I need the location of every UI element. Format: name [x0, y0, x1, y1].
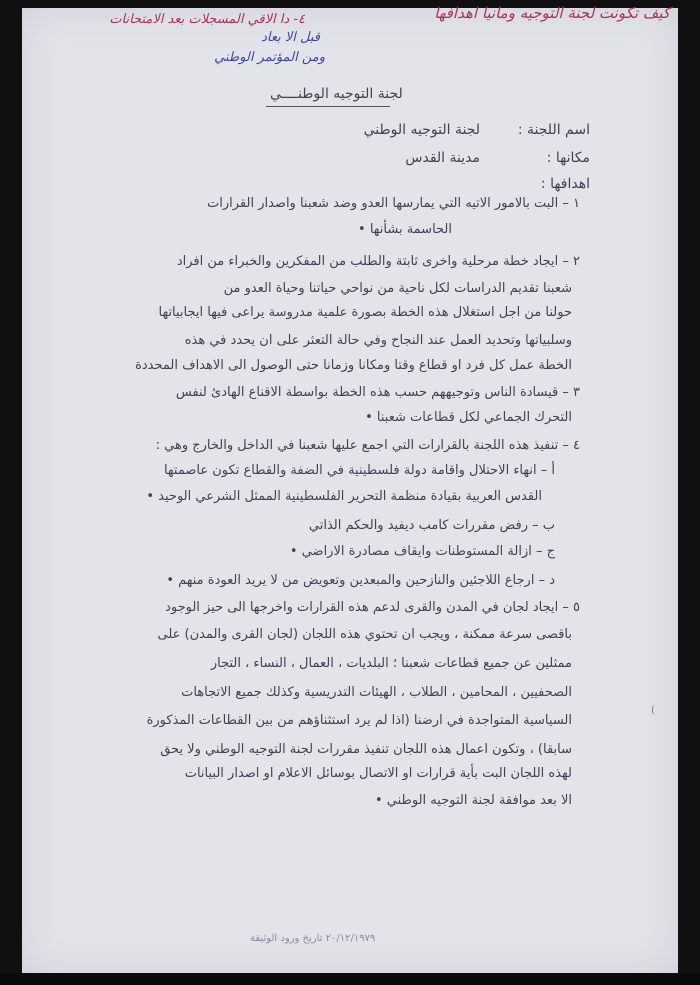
body-line-8: ٣ – قيسادة الناس وتوجيههم حسب هذه الخطة بواسطة الاقناع الهادئ لنفس: [175, 385, 580, 400]
body-line-19: الصحفيين ، المحامين ، الطلاب ، الهيئات التدريسية وكذلك جميع الاتجاهات: [181, 685, 572, 700]
title-underline: [266, 106, 390, 107]
body-line-5: حولنا من اجل استغلال هذه الخطة بصورة علمية مدروسة يراعى فيها ايجابياتها: [158, 305, 572, 320]
field-goals-label: اهدافها :: [540, 176, 590, 192]
body-line-18: ممثلين عن جميع قطاعات شعبنا ؛ البلديات ، العمال ، النساء ، التجار: [210, 656, 572, 671]
handwritten-note-3: ومن المؤتمر الوطني: [214, 50, 325, 65]
footer-stamp: ٢٠/١٢/١٩٧٩ تاريخ ورود الوثيقة: [250, 933, 376, 944]
body-line-12: القدس العربية بقيادة منظمة التحرير الفلسطينية الممثل الشرعي الوحيد •: [146, 489, 542, 504]
body-line-11: أ – انهاء الاحتلال واقامة دولة فلسطينية في الضفة والقطاع تكون عاصمتها: [163, 463, 555, 478]
field-place-value: مدينة القدس: [405, 150, 480, 166]
body-line-9: التحرك الجماعي لكل قطاعات شعبنا •: [365, 410, 572, 425]
handwritten-note-1: ٤- دا الاقي المسجلات بعد الامتحانات: [109, 12, 305, 27]
body-line-14: ج – ازالة المستوطنات وايقاف مصادرة الاراضي •: [289, 544, 555, 559]
body-line-20: السياسية المتواجدة في ارضنا (اذا لم يرد استثناؤهم من بين القطاعات المذكورة: [146, 713, 572, 728]
body-line-7: الخطة عمل كل فرد او قطاع وقتا ومكانا وزمانا حتى الوصول الى الاهداف المحددة: [135, 358, 572, 373]
document-title: لجنة التوجيه الوطنــــي: [270, 86, 403, 102]
field-name-value: لجنة التوجيه الوطني: [363, 122, 480, 138]
body-line-3: ٢ – ايجاد خطة مرحلية واخرى ثابتة والطلب من المفكرين والخبراء من افراد: [176, 254, 580, 269]
body-line-22: لهذه اللجان البت بأية قرارات او الاتصال بوسائل الاعلام او اصدار البيانات: [184, 766, 572, 781]
body-line-13: ب – رفض مقررات كامب ديفيد والحكم الذاتي: [308, 518, 555, 533]
body-line-10: ٤ – تنفيذ هذه اللجنة بالقرارات التي اجمع عليها شعبنا في الداخل والخارج وهي :: [155, 438, 580, 453]
body-line-21: سابقا) ، وتكون اعمال هذه اللجان تنفيذ مقررات لجنة التوجيه الوطني ولا يحق: [160, 742, 572, 757]
scan-border: [0, 973, 700, 985]
field-place-label: مكانها :: [546, 150, 590, 166]
body-line-23: الا بعد موافقة لجنة التوجيه الوطني •: [374, 793, 572, 808]
body-line-15: د – ارجاع اللاجئين والنازحين والمبعدين وتعويض من لا يريد العودة منهم •: [166, 573, 555, 588]
body-line-4: شعبنا تقديم الدراسات لكل ناحية من نواحي حياتنا وحياة العدو من: [223, 281, 572, 296]
field-name-label: اسم اللجنة :: [517, 122, 590, 138]
body-line-16: ٥ – ايجاد لجان في المدن والقرى لدعم هذه القرارات واخرجها الى حيز الوجود: [165, 600, 580, 615]
body-line-6: وسلبياتها وتحديد العمل عند النجاح وفي حالة التعثر على ان يحدد في هذه: [184, 333, 572, 348]
body-line-2: الحاسمة بشأنها •: [358, 222, 452, 237]
margin-mark: [652, 705, 659, 715]
handwritten-note-2: قبل الا بعاد: [261, 30, 320, 45]
handwritten-note-title: كيف تكونت لجنة التوجيه ومانيا اهدافها: [434, 4, 670, 22]
body-line-1: ١ – البت بالامور الاتيه التي يمارسها العدو وضد شعبنا واصدار القرارات: [207, 196, 580, 211]
body-line-17: باقصى سرعة ممكنة ، ويجب ان تحتوي هذه اللجان (لجان القرى والمدن) على: [157, 627, 572, 642]
